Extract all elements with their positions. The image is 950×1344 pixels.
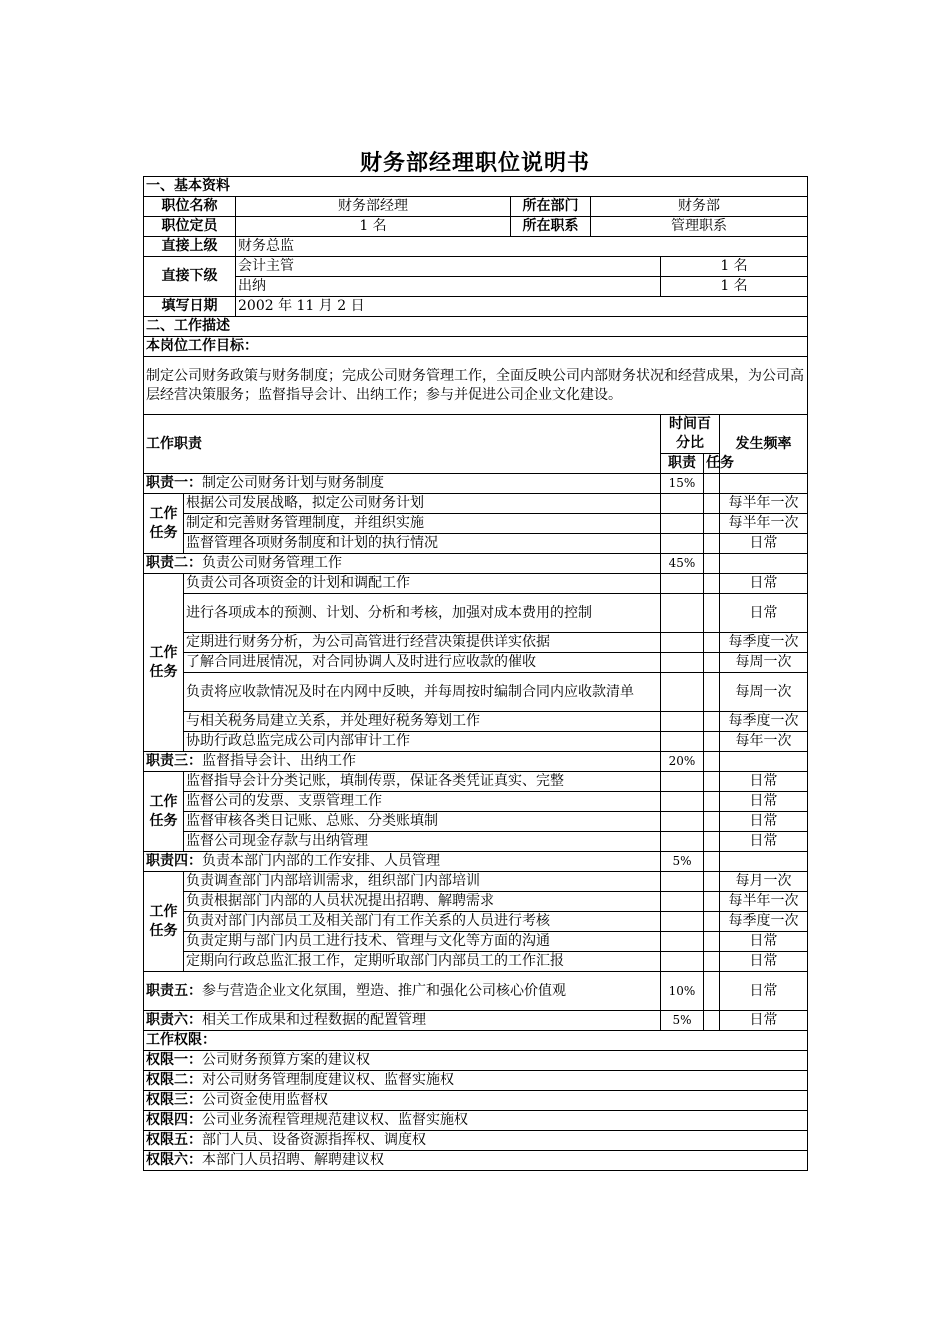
duty-percent: 5% [661,852,704,872]
task-group-label: 工作任务 [144,772,184,852]
task-frequency: 日常 [720,952,808,972]
task-text: 定期向行政总监汇报工作，定期听取部门内部员工的工作汇报 [184,952,661,972]
superior-value: 财务总监 [236,237,808,257]
task-frequency: 每半年一次 [720,494,808,514]
duty-text: 相关工作成果和过程数据的配置管理 [202,1012,426,1028]
headcount-value: 1 名 [236,217,511,237]
goal-label: 本岗位工作目标： [144,337,808,357]
task-text: 进行各项成本的预测、计划、分析和考核，加强对成本费用的控制 [184,594,661,633]
duty-number: 职责二： [146,555,202,571]
superior-label: 直接上级 [144,237,236,257]
page-title: 财务部经理职位说明书 [359,151,590,176]
task-text: 负责调查部门内部培训需求，组织部门内部培训 [184,872,661,892]
task-text: 监督指导会计分类记账，填制传票，保证各类凭证真实、完整 [184,772,661,792]
task-task-percent [704,952,720,972]
task-duty-percent [661,912,704,932]
job-description-table [143,176,808,1171]
task-duty-percent [661,534,704,554]
task-frequency: 每季度一次 [720,912,808,932]
task-duty-percent [661,494,704,514]
duty-title [144,1011,661,1031]
task-duty-percent [661,832,704,852]
authority-row [144,1151,808,1171]
task-text: 与相关税务局建立关系，并处理好税务筹划工作 [184,712,661,732]
authority-text: 公司业务流程管理规范建议权、监督实施权 [202,1112,468,1128]
task-duty-percent [661,932,704,952]
task-text: 监督管理各项财务制度和计划的执行情况 [184,534,661,554]
task-percent [704,474,720,494]
task-text: 负责将应收款情况及时在内网中反映，并每周按时编制合同内应收款清单 [184,673,661,712]
authority-row [144,1111,808,1131]
duty-percent: 10% [661,972,704,1011]
task-frequency: 日常 [720,772,808,792]
task-task-percent [704,892,720,912]
authority-text: 公司资金使用监督权 [202,1092,328,1108]
subordinate-name: 会计主管 [236,257,661,277]
duty-title [144,852,661,872]
authority-row [144,1071,808,1091]
authority-row [144,1051,808,1071]
task-duty-percent [661,653,704,673]
task-percent [704,852,720,872]
subordinate-label: 直接下级 [144,257,236,297]
task-frequency: 日常 [720,594,808,633]
task-frequency: 每半年一次 [720,892,808,912]
duty-text: 监督指导会计、出纳工作 [202,753,356,769]
authority-number: 权限五： [146,1132,202,1148]
task-task-percent [704,633,720,653]
task-text: 负责对部门内部员工及相关部门有工作关系的人员进行考核 [184,912,661,932]
task-task-percent [704,534,720,554]
task-group-label: 工作任务 [144,494,184,554]
duty-text: 参与营造企业文化氛围，塑造、推广和强化公司核心价值观 [202,982,566,999]
task-task-percent [704,653,720,673]
authority-number: 权限四： [146,1112,202,1128]
frequency-header: 发生频率 [720,415,808,474]
duty-title [144,554,661,574]
task-text: 负责定期与部门内员工进行技术、管理与文化等方面的沟通 [184,932,661,952]
authority-number: 权限六： [146,1152,202,1168]
task-text: 监督审核各类日记账、总账、分类账填制 [184,812,661,832]
date-label: 填写日期 [144,297,236,317]
duty-frequency [720,852,808,872]
task-task-percent [704,494,720,514]
task-text: 根据公司发展战略，拟定公司财务计划 [184,494,661,514]
duties-header: 工作职责 [144,415,661,474]
task-duty-percent [661,812,704,832]
authority-row [144,1131,808,1151]
duty-number: 职责六： [146,1012,202,1028]
task-task-percent [704,812,720,832]
task-text: 负责公司各项资金的计划和调配工作 [184,574,661,594]
duty-percent: 20% [661,752,704,772]
duty-frequency [720,474,808,494]
task-task-percent [704,792,720,812]
task-duty-percent [661,792,704,812]
duty-number: 职责四： [146,853,202,869]
task-duty-percent [661,514,704,534]
task-duty-percent [661,772,704,792]
duty-title [144,474,661,494]
authority-text: 部门人员、设备资源指挥权、调度权 [202,1132,426,1148]
task-task-percent [704,712,720,732]
authority-text: 本部门人员招聘、解聘建议权 [202,1152,384,1168]
task-task-percent [704,772,720,792]
duty-percent: 5% [661,1011,704,1031]
task-frequency: 每月一次 [720,872,808,892]
task-frequency: 每周一次 [720,653,808,673]
duty-text: 负责本部门内部的工作安排、人员管理 [202,853,440,869]
date-value: 2002 年 11 月 2 日 [236,297,808,317]
authority-text: 对公司财务管理制度建议权、监督实施权 [202,1072,454,1088]
task-group-label: 工作任务 [144,872,184,972]
task-frequency: 每年一次 [720,732,808,752]
task-frequency: 日常 [720,792,808,812]
task-percent [704,752,720,772]
authority-text: 公司财务预算方案的建议权 [202,1052,370,1068]
duty-title [144,972,661,1011]
task-frequency: 日常 [720,832,808,852]
duty-text: 制定公司财务计划与财务制度 [202,475,384,491]
task-duty-percent [661,673,704,712]
task-task-percent [704,832,720,852]
task-duty-percent [661,892,704,912]
duty-percent: 45% [661,554,704,574]
authority-number: 权限二： [146,1072,202,1088]
task-frequency: 日常 [720,534,808,554]
task-text: 制定和完善财务管理制度，并组织实施 [184,514,661,534]
authority-number: 权限三： [146,1092,202,1108]
task-duty-percent [661,574,704,594]
task-percent [704,1011,720,1031]
task-task-percent [704,932,720,952]
goal-text: 制定公司财务政策与财务制度；完成公司财务管理工作，全面反映公司内部财务状况和经营成果，为公司高层经营决策服务；监督指导会计、出纳工作；参与并促进公司企业文化建设。 [144,357,808,415]
task-pct-header: 任务 [704,454,720,474]
authority-label: 工作权限： [144,1031,808,1051]
duty-number: 职责三： [146,753,202,769]
position-name-label: 职位名称 [144,197,236,217]
task-task-percent [704,514,720,534]
task-percent [704,554,720,574]
task-text: 定期进行财务分析，为公司高管进行经营决策提供详实依据 [184,633,661,653]
duty-title [144,752,661,772]
duty-number: 职责五： [146,982,202,999]
task-frequency: 日常 [720,932,808,952]
duty-number: 职责一： [146,475,202,491]
task-duty-percent [661,952,704,972]
task-text: 监督公司的发票、支票管理工作 [184,792,661,812]
section-heading-description: 二、工作描述 [144,317,808,337]
duty-frequency [720,554,808,574]
duty-pct-header: 职责 [661,454,704,474]
task-text: 负责根据部门内部的人员状况提出招聘、解聘需求 [184,892,661,912]
task-duty-percent [661,872,704,892]
headcount-label: 职位定员 [144,217,236,237]
task-frequency: 每季度一次 [720,712,808,732]
task-frequency: 每周一次 [720,673,808,712]
task-duty-percent [661,712,704,732]
duty-frequency: 日常 [720,972,808,1011]
task-task-percent [704,912,720,932]
duty-percent: 15% [661,474,704,494]
department-label: 所在部门 [511,197,591,217]
task-duty-percent [661,594,704,633]
section-heading-basic: 一、基本资料 [144,177,808,197]
task-text: 协助行政总监完成公司内部审计工作 [184,732,661,752]
department-value: 财务部 [591,197,808,217]
task-task-percent [704,594,720,633]
duty-frequency: 日常 [720,1011,808,1031]
subordinate-name: 出纳 [236,277,661,297]
authority-number: 权限一： [146,1052,202,1068]
task-duty-percent [661,633,704,653]
job-family-label: 所在职系 [511,217,591,237]
position-name-value: 财务部经理 [236,197,511,217]
task-duty-percent [661,732,704,752]
task-group-label: 工作任务 [144,574,184,752]
authority-row [144,1091,808,1111]
subordinate-count: 1 名 [661,277,808,297]
task-frequency: 日常 [720,812,808,832]
task-frequency: 每半年一次 [720,514,808,534]
task-task-percent [704,872,720,892]
task-frequency: 每季度一次 [720,633,808,653]
task-frequency: 日常 [720,574,808,594]
task-text: 了解合同进展情况，对合同协调人及时进行应收款的催收 [184,653,661,673]
subordinate-count: 1 名 [661,257,808,277]
duty-text: 负责公司财务管理工作 [202,555,342,571]
task-percent [704,972,720,1011]
duty-frequency [720,752,808,772]
job-family-value: 管理职系 [591,217,808,237]
task-task-percent [704,574,720,594]
time-percent-header: 时间百分比 [661,415,720,454]
task-text: 监督公司现金存款与出纳管理 [184,832,661,852]
task-task-percent [704,732,720,752]
task-task-percent [704,673,720,712]
